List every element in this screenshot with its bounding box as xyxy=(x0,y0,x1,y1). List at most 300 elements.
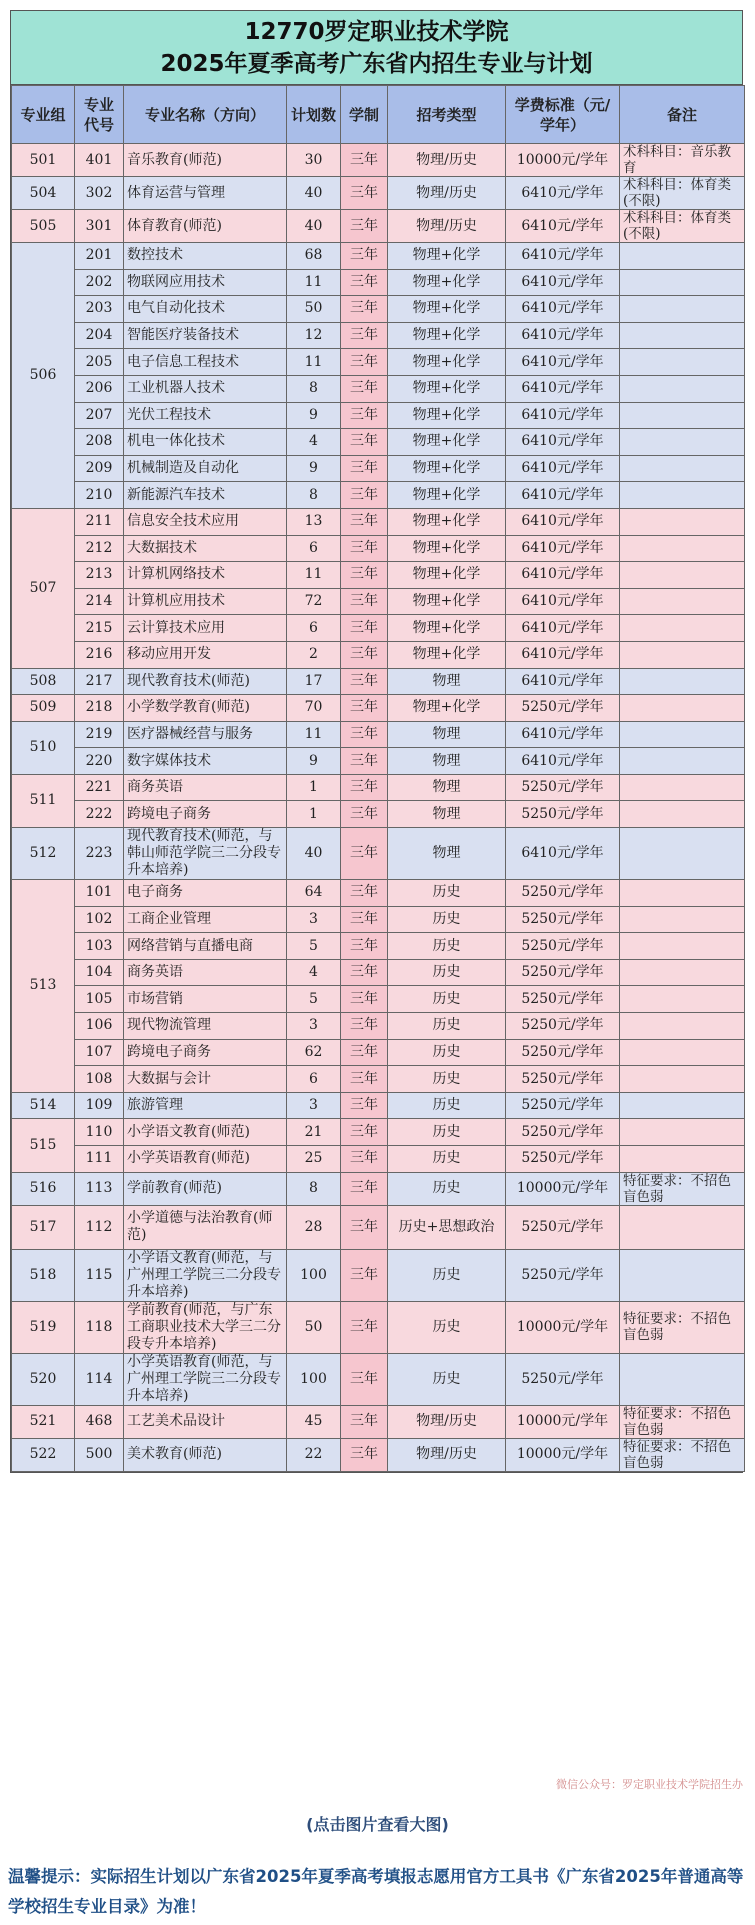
admission-plan-sheet xyxy=(10,10,743,1473)
header-code: 专业代号 xyxy=(75,86,124,144)
header-group: 专业组 xyxy=(12,86,75,144)
code-cell: 202 xyxy=(75,269,124,296)
exam-type-cell: 物理 xyxy=(388,721,506,748)
fee-cell: 10000元/学年 xyxy=(506,1405,620,1438)
note-cell xyxy=(620,508,745,535)
major-name-cell: 移动应用开发 xyxy=(124,641,287,668)
plan-count-cell: 12 xyxy=(287,322,341,349)
table-row xyxy=(12,349,745,376)
major-name-cell: 体育教育(师范) xyxy=(124,210,287,243)
group-cell: 519 xyxy=(12,1301,75,1353)
code-cell: 223 xyxy=(75,828,124,880)
table-row xyxy=(12,177,745,210)
fee-cell: 6410元/学年 xyxy=(506,177,620,210)
plan-count-cell: 40 xyxy=(287,210,341,243)
fee-cell: 6410元/学年 xyxy=(506,402,620,429)
group-cell: 521 xyxy=(12,1405,75,1438)
major-name-cell: 学前教育(师范) xyxy=(124,1172,287,1205)
major-name-cell: 物联网应用技术 xyxy=(124,269,287,296)
fee-cell: 6410元/学年 xyxy=(506,349,620,376)
code-cell: 301 xyxy=(75,210,124,243)
table-row xyxy=(12,269,745,296)
note-cell xyxy=(620,588,745,615)
major-name-cell: 电子商务 xyxy=(124,880,287,907)
plan-count-cell: 40 xyxy=(287,828,341,880)
exam-type-cell: 物理 xyxy=(388,774,506,801)
code-cell: 107 xyxy=(75,1039,124,1066)
plan-count-cell: 62 xyxy=(287,1039,341,1066)
plan-count-cell: 50 xyxy=(287,296,341,323)
exam-type-cell: 历史 xyxy=(388,1066,506,1093)
table-row xyxy=(12,1039,745,1066)
note-cell: 特征要求：不招色盲色弱 xyxy=(620,1438,745,1471)
exam-type-cell: 物理/历史 xyxy=(388,1405,506,1438)
note-cell xyxy=(620,959,745,986)
exam-type-cell: 物理/历史 xyxy=(388,177,506,210)
note-cell xyxy=(620,1119,745,1146)
major-name-cell: 计算机网络技术 xyxy=(124,562,287,589)
note-cell xyxy=(620,322,745,349)
table-row xyxy=(12,1353,745,1405)
note-cell xyxy=(620,1205,745,1249)
code-cell: 106 xyxy=(75,1013,124,1040)
code-cell: 113 xyxy=(75,1172,124,1205)
code-cell: 208 xyxy=(75,429,124,456)
term-cell: 三年 xyxy=(341,1205,388,1249)
exam-type-cell: 物理+化学 xyxy=(388,588,506,615)
term-cell: 三年 xyxy=(341,588,388,615)
term-cell: 三年 xyxy=(341,748,388,775)
note-cell xyxy=(620,296,745,323)
major-name-cell: 大数据与会计 xyxy=(124,1066,287,1093)
exam-type-cell: 历史 xyxy=(388,933,506,960)
warm-tip: 温馨提示：实际招生计划以广东省2025年夏季高考填报志愿用官方工具书《广东省2025年普通高等学校招生专业目录》为准！ xyxy=(8,1867,744,1916)
plan-count-cell: 13 xyxy=(287,508,341,535)
exam-type-cell: 历史 xyxy=(388,1146,506,1173)
major-name-cell: 商务英语 xyxy=(124,774,287,801)
table-row xyxy=(12,1301,745,1353)
major-name-cell: 工业机器人技术 xyxy=(124,375,287,402)
term-cell: 三年 xyxy=(341,322,388,349)
fee-cell: 10000元/学年 xyxy=(506,1301,620,1353)
header-years: 学制 xyxy=(341,86,388,144)
table-row xyxy=(12,1119,745,1146)
code-cell: 118 xyxy=(75,1301,124,1353)
major-name-cell: 美术教育(师范) xyxy=(124,1438,287,1471)
code-cell: 221 xyxy=(75,774,124,801)
exam-type-cell: 物理/历史 xyxy=(388,144,506,177)
note-cell xyxy=(620,1092,745,1119)
term-cell: 三年 xyxy=(341,1353,388,1405)
table-row xyxy=(12,695,745,722)
major-name-cell: 数字媒体技术 xyxy=(124,748,287,775)
note-cell xyxy=(620,668,745,695)
plan-count-cell: 9 xyxy=(287,748,341,775)
fee-cell: 6410元/学年 xyxy=(506,482,620,509)
code-cell: 204 xyxy=(75,322,124,349)
major-name-cell: 新能源汽车技术 xyxy=(124,482,287,509)
fee-cell: 5250元/学年 xyxy=(506,774,620,801)
term-cell: 三年 xyxy=(341,349,388,376)
exam-type-cell: 物理+化学 xyxy=(388,695,506,722)
table-row xyxy=(12,1013,745,1040)
exam-type-cell: 历史 xyxy=(388,906,506,933)
fee-cell: 6410元/学年 xyxy=(506,828,620,880)
exam-type-cell: 历史 xyxy=(388,1119,506,1146)
plan-count-cell: 2 xyxy=(287,641,341,668)
code-cell: 209 xyxy=(75,455,124,482)
major-name-cell: 小学英语教育(师范) xyxy=(124,1146,287,1173)
table-row xyxy=(12,933,745,960)
exam-type-cell: 历史 xyxy=(388,1301,506,1353)
fee-cell: 6410元/学年 xyxy=(506,210,620,243)
table-row xyxy=(12,562,745,589)
plan-count-cell: 30 xyxy=(287,144,341,177)
table-row xyxy=(12,243,745,270)
code-cell: 216 xyxy=(75,641,124,668)
note-cell xyxy=(620,1066,745,1093)
term-cell: 三年 xyxy=(341,828,388,880)
group-cell: 515 xyxy=(12,1119,75,1172)
note-cell: 术科科目：体育类(不限) xyxy=(620,177,745,210)
fee-cell: 6410元/学年 xyxy=(506,455,620,482)
term-cell: 三年 xyxy=(341,1092,388,1119)
term-cell: 三年 xyxy=(341,243,388,270)
fee-cell: 6410元/学年 xyxy=(506,721,620,748)
code-cell: 105 xyxy=(75,986,124,1013)
code-cell: 207 xyxy=(75,402,124,429)
fee-cell: 5250元/学年 xyxy=(506,1249,620,1301)
term-cell: 三年 xyxy=(341,1119,388,1146)
term-cell: 三年 xyxy=(341,1066,388,1093)
plan-count-cell: 11 xyxy=(287,721,341,748)
major-name-cell: 跨境电子商务 xyxy=(124,1039,287,1066)
fee-cell: 6410元/学年 xyxy=(506,243,620,270)
code-cell: 104 xyxy=(75,959,124,986)
sheet-title xyxy=(11,11,742,85)
table-row xyxy=(12,482,745,509)
note-cell: 特征要求：不招色盲色弱 xyxy=(620,1172,745,1205)
code-cell: 109 xyxy=(75,1092,124,1119)
term-cell: 三年 xyxy=(341,562,388,589)
table-row xyxy=(12,721,745,748)
fee-cell: 6410元/学年 xyxy=(506,269,620,296)
plan-count-cell: 8 xyxy=(287,375,341,402)
fee-cell: 5250元/学年 xyxy=(506,880,620,907)
major-name-cell: 医疗器械经营与服务 xyxy=(124,721,287,748)
table-row xyxy=(12,322,745,349)
table-row xyxy=(12,1205,745,1249)
group-cell: 516 xyxy=(12,1172,75,1205)
table-header-row xyxy=(12,86,745,144)
fee-cell: 6410元/学年 xyxy=(506,296,620,323)
code-cell: 218 xyxy=(75,695,124,722)
fee-cell: 5250元/学年 xyxy=(506,1119,620,1146)
group-cell: 518 xyxy=(12,1249,75,1301)
fee-cell: 6410元/学年 xyxy=(506,748,620,775)
exam-type-cell: 历史 xyxy=(388,1039,506,1066)
term-cell: 三年 xyxy=(341,1172,388,1205)
term-cell: 三年 xyxy=(341,375,388,402)
table-row xyxy=(12,986,745,1013)
plan-count-cell: 11 xyxy=(287,562,341,589)
note-cell: 特征要求：不招色盲色弱 xyxy=(620,1301,745,1353)
code-cell: 203 xyxy=(75,296,124,323)
group-cell: 511 xyxy=(12,774,75,827)
code-cell: 102 xyxy=(75,906,124,933)
table-row xyxy=(12,959,745,986)
code-cell: 205 xyxy=(75,349,124,376)
fee-cell: 5250元/学年 xyxy=(506,695,620,722)
major-name-cell: 小学语文教育(师范) xyxy=(124,1119,287,1146)
plan-count-cell: 5 xyxy=(287,933,341,960)
note-cell xyxy=(620,615,745,642)
table-row xyxy=(12,906,745,933)
table-row xyxy=(12,1405,745,1438)
fee-cell: 5250元/学年 xyxy=(506,959,620,986)
plan-count-cell: 70 xyxy=(287,695,341,722)
major-name-cell: 机电一体化技术 xyxy=(124,429,287,456)
note-cell xyxy=(620,429,745,456)
note-cell xyxy=(620,349,745,376)
major-name-cell: 音乐教育(师范) xyxy=(124,144,287,177)
plan-count-cell: 68 xyxy=(287,243,341,270)
plan-count-cell: 5 xyxy=(287,986,341,1013)
exam-type-cell: 历史 xyxy=(388,986,506,1013)
exam-type-cell: 物理+化学 xyxy=(388,615,506,642)
code-cell: 302 xyxy=(75,177,124,210)
plan-table-body xyxy=(12,144,745,1472)
table-row xyxy=(12,210,745,243)
table-row xyxy=(12,774,745,801)
term-cell: 三年 xyxy=(341,801,388,828)
exam-type-cell: 物理 xyxy=(388,828,506,880)
group-cell: 510 xyxy=(12,721,75,774)
note-cell: 术科科目：音乐教育 xyxy=(620,144,745,177)
code-cell: 211 xyxy=(75,508,124,535)
fee-cell: 6410元/学年 xyxy=(506,668,620,695)
major-name-cell: 数控技术 xyxy=(124,243,287,270)
term-cell: 三年 xyxy=(341,1249,388,1301)
note-cell xyxy=(620,455,745,482)
note-cell xyxy=(620,641,745,668)
plan-count-cell: 25 xyxy=(287,1146,341,1173)
term-cell: 三年 xyxy=(341,177,388,210)
term-cell: 三年 xyxy=(341,1039,388,1066)
major-name-cell: 学前教育(师范，与广东工商职业技术大学三二分段专升本培养) xyxy=(124,1301,287,1353)
major-name-cell: 体育运营与管理 xyxy=(124,177,287,210)
note-cell xyxy=(620,721,745,748)
header-type: 招考类型 xyxy=(388,86,506,144)
fee-cell: 6410元/学年 xyxy=(506,641,620,668)
major-name-cell: 小学英语教育(师范，与广州理工学院三二分段专升本培养) xyxy=(124,1353,287,1405)
exam-type-cell: 物理+化学 xyxy=(388,375,506,402)
term-cell: 三年 xyxy=(341,1405,388,1438)
exam-type-cell: 物理+化学 xyxy=(388,349,506,376)
exam-type-cell: 物理+化学 xyxy=(388,402,506,429)
term-cell: 三年 xyxy=(341,508,388,535)
group-cell: 513 xyxy=(12,880,75,1093)
note-cell xyxy=(620,880,745,907)
plan-count-cell: 1 xyxy=(287,774,341,801)
note-cell xyxy=(620,1353,745,1405)
code-cell: 201 xyxy=(75,243,124,270)
note-cell xyxy=(620,1146,745,1173)
note-cell xyxy=(620,801,745,828)
header-fee: 学费标准（元/学年） xyxy=(506,86,620,144)
major-name-cell: 小学道德与法治教育(师范) xyxy=(124,1205,287,1249)
plan-table xyxy=(11,85,745,1472)
plan-count-cell: 3 xyxy=(287,906,341,933)
plan-count-cell: 3 xyxy=(287,1013,341,1040)
plan-count-cell: 100 xyxy=(287,1249,341,1301)
term-cell: 三年 xyxy=(341,959,388,986)
exam-type-cell: 物理+化学 xyxy=(388,535,506,562)
major-name-cell: 大数据技术 xyxy=(124,535,287,562)
fee-cell: 6410元/学年 xyxy=(506,535,620,562)
plan-count-cell: 6 xyxy=(287,535,341,562)
term-cell: 三年 xyxy=(341,1146,388,1173)
fee-cell: 10000元/学年 xyxy=(506,1172,620,1205)
table-row xyxy=(12,615,745,642)
major-name-cell: 工商企业管理 xyxy=(124,906,287,933)
term-cell: 三年 xyxy=(341,1301,388,1353)
note-cell xyxy=(620,1039,745,1066)
plan-count-cell: 6 xyxy=(287,1066,341,1093)
fee-cell: 6410元/学年 xyxy=(506,562,620,589)
code-cell: 212 xyxy=(75,535,124,562)
term-cell: 三年 xyxy=(341,296,388,323)
table-row xyxy=(12,1066,745,1093)
table-row xyxy=(12,668,745,695)
fee-cell: 6410元/学年 xyxy=(506,588,620,615)
plan-count-cell: 45 xyxy=(287,1405,341,1438)
table-row xyxy=(12,296,745,323)
exam-type-cell: 物理+化学 xyxy=(388,455,506,482)
group-cell: 506 xyxy=(12,243,75,509)
table-row xyxy=(12,429,745,456)
fee-cell: 6410元/学年 xyxy=(506,508,620,535)
plan-count-cell: 8 xyxy=(287,482,341,509)
major-name-cell: 云计算技术应用 xyxy=(124,615,287,642)
table-row xyxy=(12,1249,745,1301)
term-cell: 三年 xyxy=(341,933,388,960)
note-cell xyxy=(620,243,745,270)
exam-type-cell: 物理+化学 xyxy=(388,482,506,509)
term-cell: 三年 xyxy=(341,210,388,243)
wechat-watermark: 微信公众号：罗定职业技术学院招生办 xyxy=(556,1778,743,1791)
major-name-cell: 现代物流管理 xyxy=(124,1013,287,1040)
header-plan: 计划数 xyxy=(287,86,341,144)
code-cell: 110 xyxy=(75,1119,124,1146)
fee-cell: 5250元/学年 xyxy=(506,801,620,828)
exam-type-cell: 物理/历史 xyxy=(388,1438,506,1471)
fee-cell: 6410元/学年 xyxy=(506,429,620,456)
major-name-cell: 网络营销与直播电商 xyxy=(124,933,287,960)
table-row xyxy=(12,455,745,482)
table-row xyxy=(12,1146,745,1173)
term-cell: 三年 xyxy=(341,721,388,748)
code-cell: 206 xyxy=(75,375,124,402)
term-cell: 三年 xyxy=(341,615,388,642)
exam-type-cell: 物理+化学 xyxy=(388,322,506,349)
term-cell: 三年 xyxy=(341,402,388,429)
title-line-2: 2025年夏季高考广东省内招生专业与计划 xyxy=(160,50,593,77)
major-name-cell: 跨境电子商务 xyxy=(124,801,287,828)
term-cell: 三年 xyxy=(341,144,388,177)
plan-count-cell: 9 xyxy=(287,455,341,482)
code-cell: 500 xyxy=(75,1438,124,1471)
major-name-cell: 计算机应用技术 xyxy=(124,588,287,615)
group-cell: 522 xyxy=(12,1438,75,1471)
note-cell xyxy=(620,375,745,402)
plan-count-cell: 21 xyxy=(287,1119,341,1146)
plan-count-cell: 28 xyxy=(287,1205,341,1249)
click-to-enlarge-link[interactable]: (点击图片查看大图) xyxy=(306,1815,449,1834)
term-cell: 三年 xyxy=(341,880,388,907)
header-name: 专业名称（方向） xyxy=(124,86,287,144)
table-row xyxy=(12,588,745,615)
plan-count-cell: 8 xyxy=(287,1172,341,1205)
major-name-cell: 现代教育技术(师范) xyxy=(124,668,287,695)
code-cell: 222 xyxy=(75,801,124,828)
fee-cell: 5250元/学年 xyxy=(506,933,620,960)
term-cell: 三年 xyxy=(341,986,388,1013)
note-cell xyxy=(620,748,745,775)
code-cell: 401 xyxy=(75,144,124,177)
group-cell: 508 xyxy=(12,668,75,695)
major-name-cell: 现代教育技术(师范，与韩山师范学院三二分段专升本培养) xyxy=(124,828,287,880)
code-cell: 108 xyxy=(75,1066,124,1093)
code-cell: 213 xyxy=(75,562,124,589)
term-cell: 三年 xyxy=(341,641,388,668)
group-cell: 501 xyxy=(12,144,75,177)
table-row xyxy=(12,748,745,775)
note-cell xyxy=(620,828,745,880)
note-cell xyxy=(620,535,745,562)
exam-type-cell: 历史 xyxy=(388,1353,506,1405)
note-cell: 术科科目：体育类(不限) xyxy=(620,210,745,243)
fee-cell: 10000元/学年 xyxy=(506,1438,620,1471)
major-name-cell: 智能医疗装备技术 xyxy=(124,322,287,349)
plan-count-cell: 4 xyxy=(287,429,341,456)
code-cell: 219 xyxy=(75,721,124,748)
plan-count-cell: 1 xyxy=(287,801,341,828)
code-cell: 220 xyxy=(75,748,124,775)
code-cell: 114 xyxy=(75,1353,124,1405)
table-row xyxy=(12,641,745,668)
term-cell: 三年 xyxy=(341,429,388,456)
plan-count-cell: 3 xyxy=(287,1092,341,1119)
plan-count-cell: 11 xyxy=(287,349,341,376)
exam-type-cell: 历史 xyxy=(388,959,506,986)
term-cell: 三年 xyxy=(341,455,388,482)
table-row xyxy=(12,1172,745,1205)
exam-type-cell: 历史 xyxy=(388,880,506,907)
term-cell: 三年 xyxy=(341,269,388,296)
major-name-cell: 光伏工程技术 xyxy=(124,402,287,429)
group-cell: 509 xyxy=(12,695,75,722)
table-row xyxy=(12,828,745,880)
major-name-cell: 小学数学教育(师范) xyxy=(124,695,287,722)
exam-type-cell: 物理 xyxy=(388,668,506,695)
table-row xyxy=(12,144,745,177)
exam-type-cell: 物理+化学 xyxy=(388,562,506,589)
group-cell: 505 xyxy=(12,210,75,243)
table-row xyxy=(12,1438,745,1471)
plan-count-cell: 17 xyxy=(287,668,341,695)
fee-cell: 5250元/学年 xyxy=(506,1039,620,1066)
